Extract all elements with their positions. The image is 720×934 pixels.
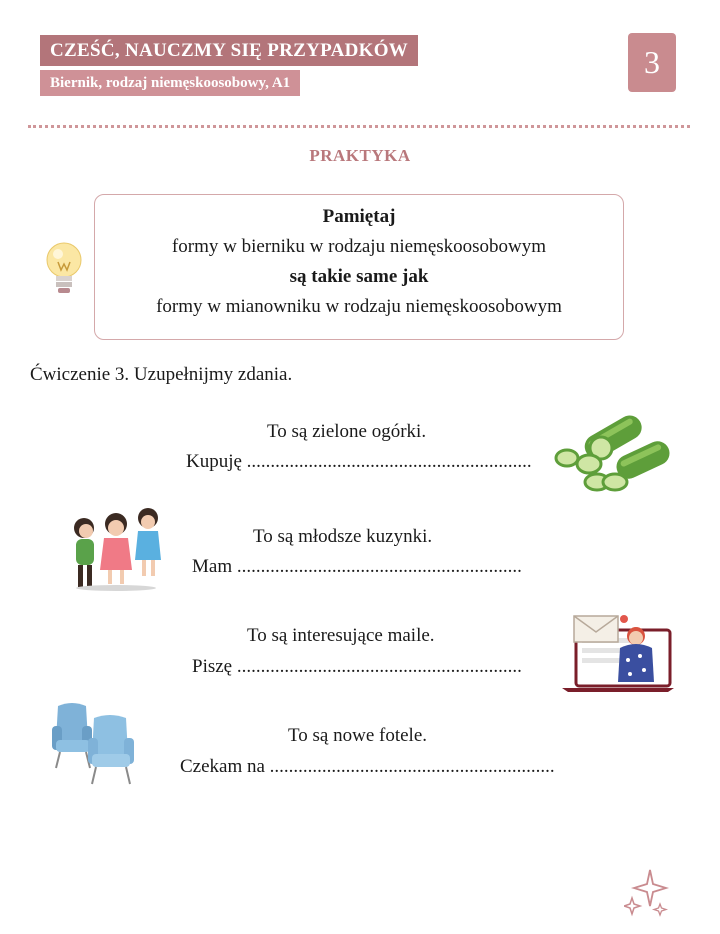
page-number-badge: 3 — [628, 33, 676, 92]
exercise-sentence-1: To są zielone ogórki. — [267, 421, 427, 442]
exercise-sentence-3: To są interesujące maile. — [247, 625, 435, 646]
chapter-subtitle: Biernik, rodzaj niemęskoosobowy, A1 — [40, 70, 300, 96]
exercise-title: Ćwiczenie 3. Uzupełnijmy zdania. — [30, 364, 293, 385]
reminder-box — [94, 194, 624, 340]
exercise-prompt-4[interactable]: Czekam na ............................................................ — [180, 756, 555, 777]
exercise-prompt-3[interactable]: Piszę ............................................................ — [192, 656, 522, 677]
dotted-divider — [28, 125, 690, 128]
chapter-title: CZEŚĆ, NAUCZMY SIĘ PRZYPADKÓW — [40, 35, 418, 66]
exercise-prompt-2[interactable]: Mam ............................................................ — [192, 556, 522, 577]
lightbulb-icon — [44, 240, 84, 300]
cucumbers-icon — [553, 412, 671, 496]
armchairs-icon — [52, 702, 146, 786]
reminder-line-3: są takie same jak — [289, 266, 429, 287]
reminder-line-2: formy w bierniku w rodzaju niemęskoosobowym — [171, 236, 547, 257]
exercise-sentence-2: To są młodsze kuzynki. — [253, 526, 433, 547]
exercise-sentence-4: To są nowe fotele. — [288, 725, 428, 746]
reminder-line-4: formy w mianowniku w rodzaju niemęskoosobowym — [156, 296, 562, 317]
email-laptop-icon — [560, 612, 676, 692]
sparkle-icon — [624, 868, 670, 918]
reminder-heading: Pamiętaj — [322, 206, 396, 227]
exercise-prompt-1[interactable]: Kupuję ............................................................ — [186, 451, 532, 472]
section-heading: PRAKTYKA — [309, 146, 411, 165]
girls-icon — [66, 504, 168, 594]
